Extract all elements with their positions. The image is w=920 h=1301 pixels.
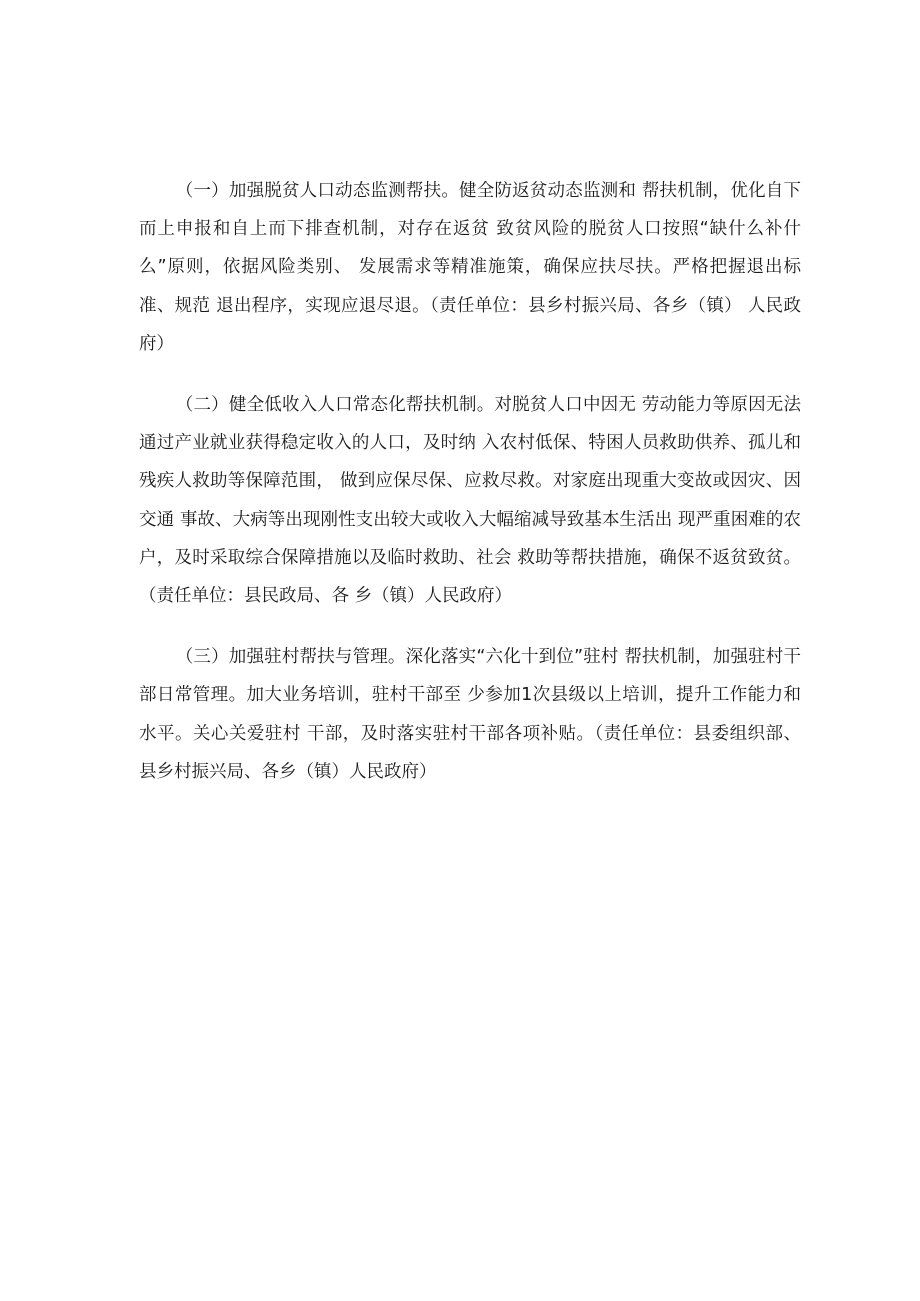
paragraph-1: （一）加强脱贫人口动态监测帮扶。健全防返贫动态监测和 帮扶机制，优化自下而上申报和自上而下排查机制，对存在返贫 致贫风险的脱贫人口按照“缺什么补什么”原则，依据风险类别、 发展需求等精准施策，确保应扶尽扶。严格把握退出标准、规范 退出程序，实现应退尽退。（责任单位：县乡村振兴局、各乡（镇） 人民政府） bbox=[139, 181, 801, 354]
paragraph-3: （三）加强驻村帮扶与管理。深化落实“六化十到位”驻村 帮扶机制，加强驻村干部日常管理。加大业务培训，驻村干部至 少参加1次县级以上培训，提升工作能力和水平。关心关爱驻村 干部，及时落实驻村干部各项补贴。（责任单位：县委组织部、 县乡村振兴局、各乡（镇）人民政府） bbox=[139, 647, 801, 782]
paragraph-2: （二）健全低收入人口常态化帮扶机制。对脱贫人口中因无 劳动能力等原因无法通过产业就业获得稳定收入的人口，及时纳 入农村低保、特困人员救助供养、孤儿和残疾人救助等保障范围， 做到应保尽保、应救尽救。对家庭出现重大变故或因灾、因交通 事故、大病等出现刚性支出较大或收入大幅缩减导致基本生活出 现严重困难的农户，及时采取综合保障措施以及临时救助、社会 救助等帮扶措施，确保不返贫致贫。（责任单位：县民政局、各 乡（镇）人民政府） bbox=[139, 395, 801, 607]
document-body bbox=[139, 172, 801, 814]
